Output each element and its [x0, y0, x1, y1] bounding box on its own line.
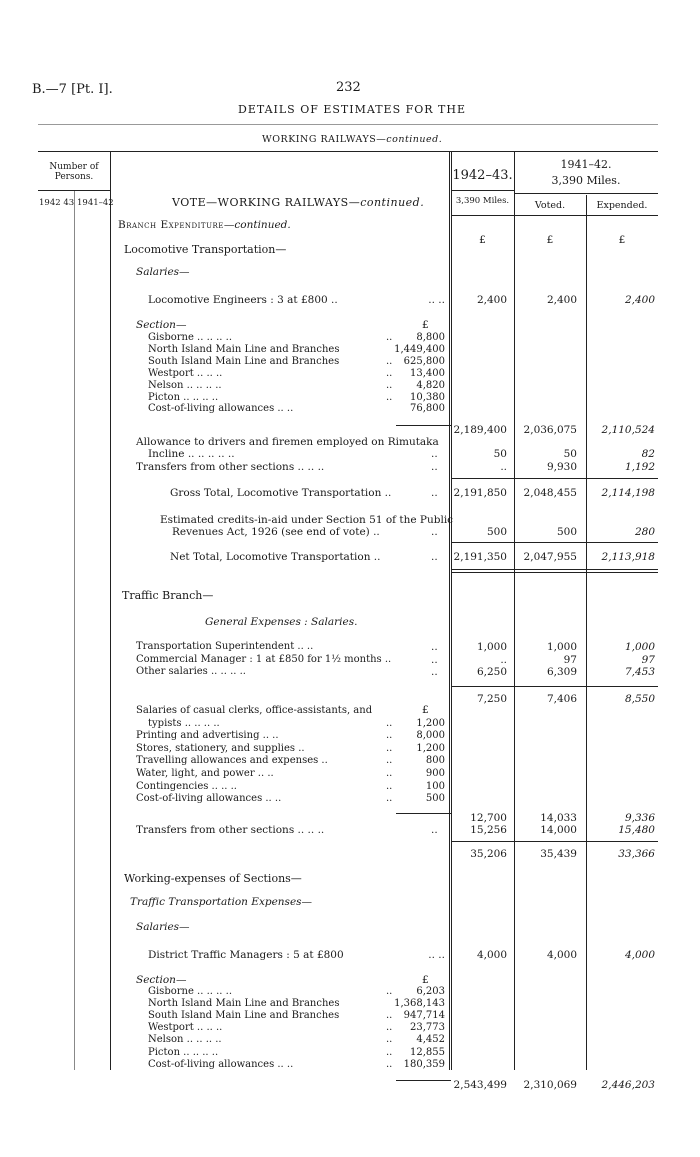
section-item-amount: 4,452 [416, 1034, 445, 1046]
traffic-transfers-label: Transfers from other sections .. .. .. [136, 824, 325, 836]
loco-net-double-rule-1 [451, 569, 658, 570]
section-item-amount: 13,400 [410, 367, 445, 379]
col-1942-43-header-rule [451, 190, 514, 191]
branch-heading-continued: —continued. [223, 219, 291, 231]
traffic-total-1942: 35,206 [470, 848, 507, 860]
traffic-salary-expended: 97 [641, 653, 655, 666]
section-item-label: North Island Main Line and Branches [148, 343, 340, 355]
working-section-currency: £ [422, 974, 429, 986]
working-section-total-voted: 2,310,069 [523, 1079, 577, 1091]
section-item-leader: .. [386, 1022, 393, 1034]
traffic-expense-total-1942: 12,700 [470, 812, 507, 824]
traffic-salary-label: Commercial Manager : 1 at £850 for 1½ months .. [136, 653, 392, 665]
page-title: DETAILS OF ESTIMATES FOR THE [238, 103, 466, 116]
traffic-expense-label: Stores, stationery, and supplies .. [136, 742, 305, 754]
section-item-amount: 1,368,143 [394, 998, 445, 1010]
traffic-total-voted: 35,439 [540, 848, 577, 860]
rimutaka-label-2: Incline .. .. .. .. .. [148, 448, 235, 460]
section-item-amount: 76,800 [410, 403, 445, 415]
working-section-total-1942: 2,543,499 [453, 1079, 507, 1091]
loco-gross-leader: .. [431, 487, 438, 499]
loco-section-currency: £ [422, 319, 429, 331]
section-item-label: North Island Main Line and Branches [148, 998, 340, 1010]
section-item-label: Westport .. .. .. [148, 1022, 223, 1034]
loco-credits-expended: 280 [634, 526, 655, 538]
traffic-salary-label: Other salaries .. .. .. .. [136, 666, 246, 677]
dtm-expended: 4,000 [624, 949, 655, 961]
header-rule [38, 124, 658, 125]
traffic-salary-expended: 1,000 [624, 641, 655, 653]
traffic-expense-amount: 1,200 [416, 717, 445, 729]
page-number: 232 [336, 80, 361, 95]
section-item-leader: .. [386, 332, 393, 343]
traffic-expense-leader: .. [386, 742, 393, 754]
dtm-leader: .. .. [428, 949, 445, 961]
loco-net-leader: .. [431, 551, 438, 563]
traffic-salary-total-1942: 7,250 [476, 693, 507, 705]
traffic-salary-1942: .. [500, 653, 507, 666]
loco-transfers-label: Transfers from other sections .. .. .. [136, 461, 325, 473]
col-1941-42-header: 1941–42. [560, 158, 612, 171]
table-top-rule [38, 151, 658, 152]
traffic-salary-voted: 6,309 [546, 666, 577, 678]
loco-engineers-voted: 2,400 [546, 294, 577, 306]
traffic-heading: Traffic Branch— [122, 589, 214, 602]
traffic-expense-leader: .. [386, 730, 393, 742]
traffic-expense-label: Salaries of casual clerks, office-assistants, and [136, 705, 373, 716]
branch-heading-main: Branch Expenditure [118, 219, 224, 231]
section-item-amount: 10,380 [410, 391, 445, 403]
traffic-expense-label: Water, light, and power .. .. [136, 768, 274, 779]
report-reference: B.—7 [Pt. I]. [32, 82, 113, 97]
section-item-label: Gisborne .. .. .. .. [148, 332, 233, 343]
persons-column-rule [110, 152, 111, 1070]
col-voted-header: Voted. [534, 200, 566, 211]
dtm-label: District Traffic Managers : 5 at £800 [148, 949, 344, 961]
dtm-1942: 4,000 [476, 949, 507, 961]
loco-transfers-1942: .. [500, 461, 507, 473]
traffic-expense-total-voted: 14,033 [540, 812, 577, 824]
col-expended-rule [586, 195, 587, 1070]
rimutaka-voted: 50 [563, 448, 577, 460]
traffic-salary-1942: 1,000 [476, 641, 507, 653]
section-item-leader: .. [386, 986, 393, 997]
traffic-salary-leader: .. [431, 653, 438, 666]
loco-gross-voted: 2,048,455 [523, 487, 577, 499]
working-section-total-expended: 2,446,203 [601, 1079, 655, 1091]
working-section-heading: Section— [136, 974, 187, 986]
section-item-leader: .. [386, 1046, 393, 1058]
col-1942-rule [449, 152, 450, 1070]
loco-transfers-expended: 1,192 [624, 461, 655, 473]
loco-gross-rule [451, 478, 658, 479]
loco-section-total-expended: 2,110,524 [601, 424, 655, 436]
branch-expenditure-heading [118, 219, 291, 231]
section-item-leader: .. [386, 1034, 393, 1046]
col-1942-rule-double [451, 152, 452, 1070]
loco-transfers-voted: 9,930 [546, 461, 577, 473]
loco-net-double-rule-2 [451, 572, 658, 573]
traffic-expense-amount: 100 [425, 780, 445, 792]
persons-year-2: 1941–42 [77, 198, 114, 208]
section-item-label: Cost-of-living allowances .. .. [148, 403, 294, 415]
section-item-amount: 8,800 [416, 332, 445, 343]
persons-divider [74, 190, 75, 1070]
loco-heading: Locomotive Transportation— [124, 243, 287, 256]
loco-section-total-voted: 2,036,075 [523, 424, 577, 436]
traffic-expense-leader: .. [386, 780, 393, 792]
traffic-expense-label: Printing and advertising .. .. [136, 730, 279, 742]
traffic-general-heading: General Expenses : Salaries. [205, 616, 358, 628]
section-item-label: Cost-of-living allowances .. .. [148, 1058, 294, 1070]
traffic-expense-label: Cost-of-living allowances .. .. [136, 793, 282, 805]
traffic-expense-currency: £ [422, 704, 429, 716]
persons-header-rule [38, 190, 110, 191]
dtm-voted: 4,000 [546, 949, 577, 961]
loco-credits-voted: 500 [556, 526, 577, 538]
traffic-expense-amount: 1,200 [416, 742, 445, 754]
traffic-salary-leader: .. [431, 641, 438, 653]
traffic-expense-leader: .. [386, 717, 393, 729]
traffic-transfers-voted: 14,000 [540, 824, 577, 836]
rimutaka-leader: .. [431, 448, 438, 460]
loco-gross-expended: 2,114,198 [601, 487, 655, 499]
loco-credits-leader: .. [431, 526, 438, 538]
rimutaka-expended: 82 [641, 448, 655, 460]
working-salaries-heading: Salaries— [136, 921, 190, 933]
section-item-amount: 1,449,400 [394, 343, 445, 355]
section-item-label: Westport .. .. .. [148, 367, 223, 379]
section-item-amount: 23,773 [410, 1022, 445, 1034]
page-subtitle [262, 134, 442, 145]
loco-credits-1942: 500 [486, 526, 507, 538]
col-1942-43-header: 1942–43. [452, 168, 513, 183]
loco-net-1942: 2,191,350 [453, 551, 507, 563]
rimutaka-label-1: Allowance to drivers and firemen employed on Rimutaka [136, 436, 439, 448]
traffic-transfers-expended: 15,480 [618, 824, 655, 836]
col-1941-42-header-rule [514, 193, 658, 194]
traffic-expense-label: typists .. .. .. .. [148, 717, 220, 729]
loco-engineers-expended: 2,400 [624, 294, 655, 306]
traffic-transfers-1942: 15,256 [470, 824, 507, 836]
loco-engineers-label: Locomotive Engineers : 3 at £800 .. [148, 294, 338, 306]
section-item-label: Nelson .. .. .. .. [148, 379, 222, 391]
loco-engineers-1942: 2,400 [476, 294, 507, 306]
section-item-amount: 12,855 [410, 1046, 445, 1058]
traffic-expense-label: Contingencies .. .. .. [136, 780, 237, 792]
vote-title [172, 196, 424, 209]
persons-header: Number of Persons. [49, 162, 99, 182]
section-item-label: Picton .. .. .. .. [148, 391, 219, 403]
loco-section-heading: Section— [136, 319, 187, 331]
section-item-amount: 947,714 [403, 1010, 445, 1022]
working-section-rule [396, 1080, 451, 1081]
section-item-leader: .. [386, 379, 393, 391]
traffic-salary-voted: 97 [563, 653, 577, 666]
section-item-amount: 6,203 [416, 986, 445, 997]
traffic-expense-amount: 900 [425, 768, 445, 779]
subtitle-main: WORKING RAILWAYS [262, 134, 377, 145]
traffic-expense-rule [396, 813, 451, 814]
loco-transfers-leader: .. [431, 461, 438, 473]
loco-credits-label-1: Estimated credits-in-aid under Section 51 of the Public [160, 514, 454, 526]
section-item-leader: .. [386, 355, 393, 367]
loco-credits-label-2: Revenues Act, 1926 (see end of vote) .. [172, 526, 380, 538]
col-1941-42-miles: 3,390 Miles. [551, 174, 621, 187]
traffic-salary-leader: .. [431, 666, 438, 678]
loco-gross-label: Gross Total, Locomotive Transportation .. [170, 487, 392, 499]
traffic-expense-amount: 500 [425, 793, 445, 805]
section-item-leader: .. [386, 1010, 393, 1022]
section-item-label: South Island Main Line and Branches [148, 355, 340, 367]
working-tte-heading: Traffic Transportation Expenses— [130, 896, 313, 908]
section-item-leader: .. [386, 391, 393, 403]
section-item-amount: 4,820 [416, 379, 445, 391]
section-item-label: South Island Main Line and Branches [148, 1010, 340, 1022]
loco-net-expended: 2,113,918 [601, 551, 655, 563]
currency-col2: £ [546, 234, 554, 246]
loco-salaries-heading: Salaries— [136, 266, 190, 278]
section-item-label: Nelson .. .. .. .. [148, 1034, 222, 1046]
traffic-total-expended: 33,366 [618, 848, 655, 860]
traffic-salary-voted: 1,000 [546, 641, 577, 653]
col-expended-header: Expended. [596, 200, 648, 211]
header-bottom-rule [451, 215, 658, 216]
section-item-leader: .. [386, 1058, 393, 1070]
section-item-label: Picton .. .. .. .. [148, 1046, 219, 1058]
working-heading: Working-expenses of Sections— [124, 872, 302, 885]
traffic-expense-leader: .. [386, 793, 393, 805]
currency-col1: £ [479, 234, 486, 246]
traffic-salary-label: Transportation Superintendent .. .. [136, 641, 314, 652]
section-item-label: Gisborne .. .. .. .. [148, 986, 233, 997]
traffic-transfers-leader: .. [431, 824, 438, 836]
currency-col3: £ [618, 234, 626, 246]
rimutaka-1942: 50 [493, 448, 507, 460]
loco-net-rule [451, 542, 658, 543]
traffic-expense-amount: 800 [425, 755, 445, 767]
traffic-total-rule [451, 841, 658, 842]
col-voted-rule [514, 152, 515, 1070]
traffic-expense-leader: .. [386, 768, 393, 779]
traffic-expense-label: Travelling allowances and expenses .. [136, 755, 328, 767]
loco-section-total-1942: 2,189,400 [453, 424, 507, 436]
loco-engineers-leader: .. .. [428, 294, 445, 306]
traffic-expense-leader: .. [386, 755, 393, 767]
section-item-amount: 625,800 [403, 355, 445, 367]
traffic-salary-expended: 7,453 [624, 666, 655, 678]
section-item-amount: 180,359 [403, 1058, 445, 1070]
loco-net-voted: 2,047,955 [523, 551, 577, 563]
traffic-salary-total-voted: 7,406 [546, 693, 577, 705]
subtitle-continued: —continued. [376, 134, 443, 145]
loco-net-label: Net Total, Locomotive Transportation .. [170, 551, 381, 563]
vote-title-continued: —continued. [348, 196, 425, 209]
traffic-salary-total-expended: 8,550 [624, 693, 655, 705]
traffic-salary-1942: 6,250 [476, 666, 507, 678]
traffic-salary-rule [451, 686, 658, 687]
loco-gross-1942: 2,191,850 [453, 487, 507, 499]
vote-title-main: VOTE—WORKING RAILWAYS [172, 196, 349, 209]
section-item-leader: .. [386, 367, 393, 379]
loco-section-rule [396, 425, 451, 426]
traffic-expense-amount: 8,000 [416, 730, 445, 742]
persons-year-1: 1942 43 [39, 198, 75, 208]
col-1942-43-miles: 3,390 Miles. [455, 196, 510, 206]
traffic-expense-total-expended: 9,336 [624, 812, 655, 824]
